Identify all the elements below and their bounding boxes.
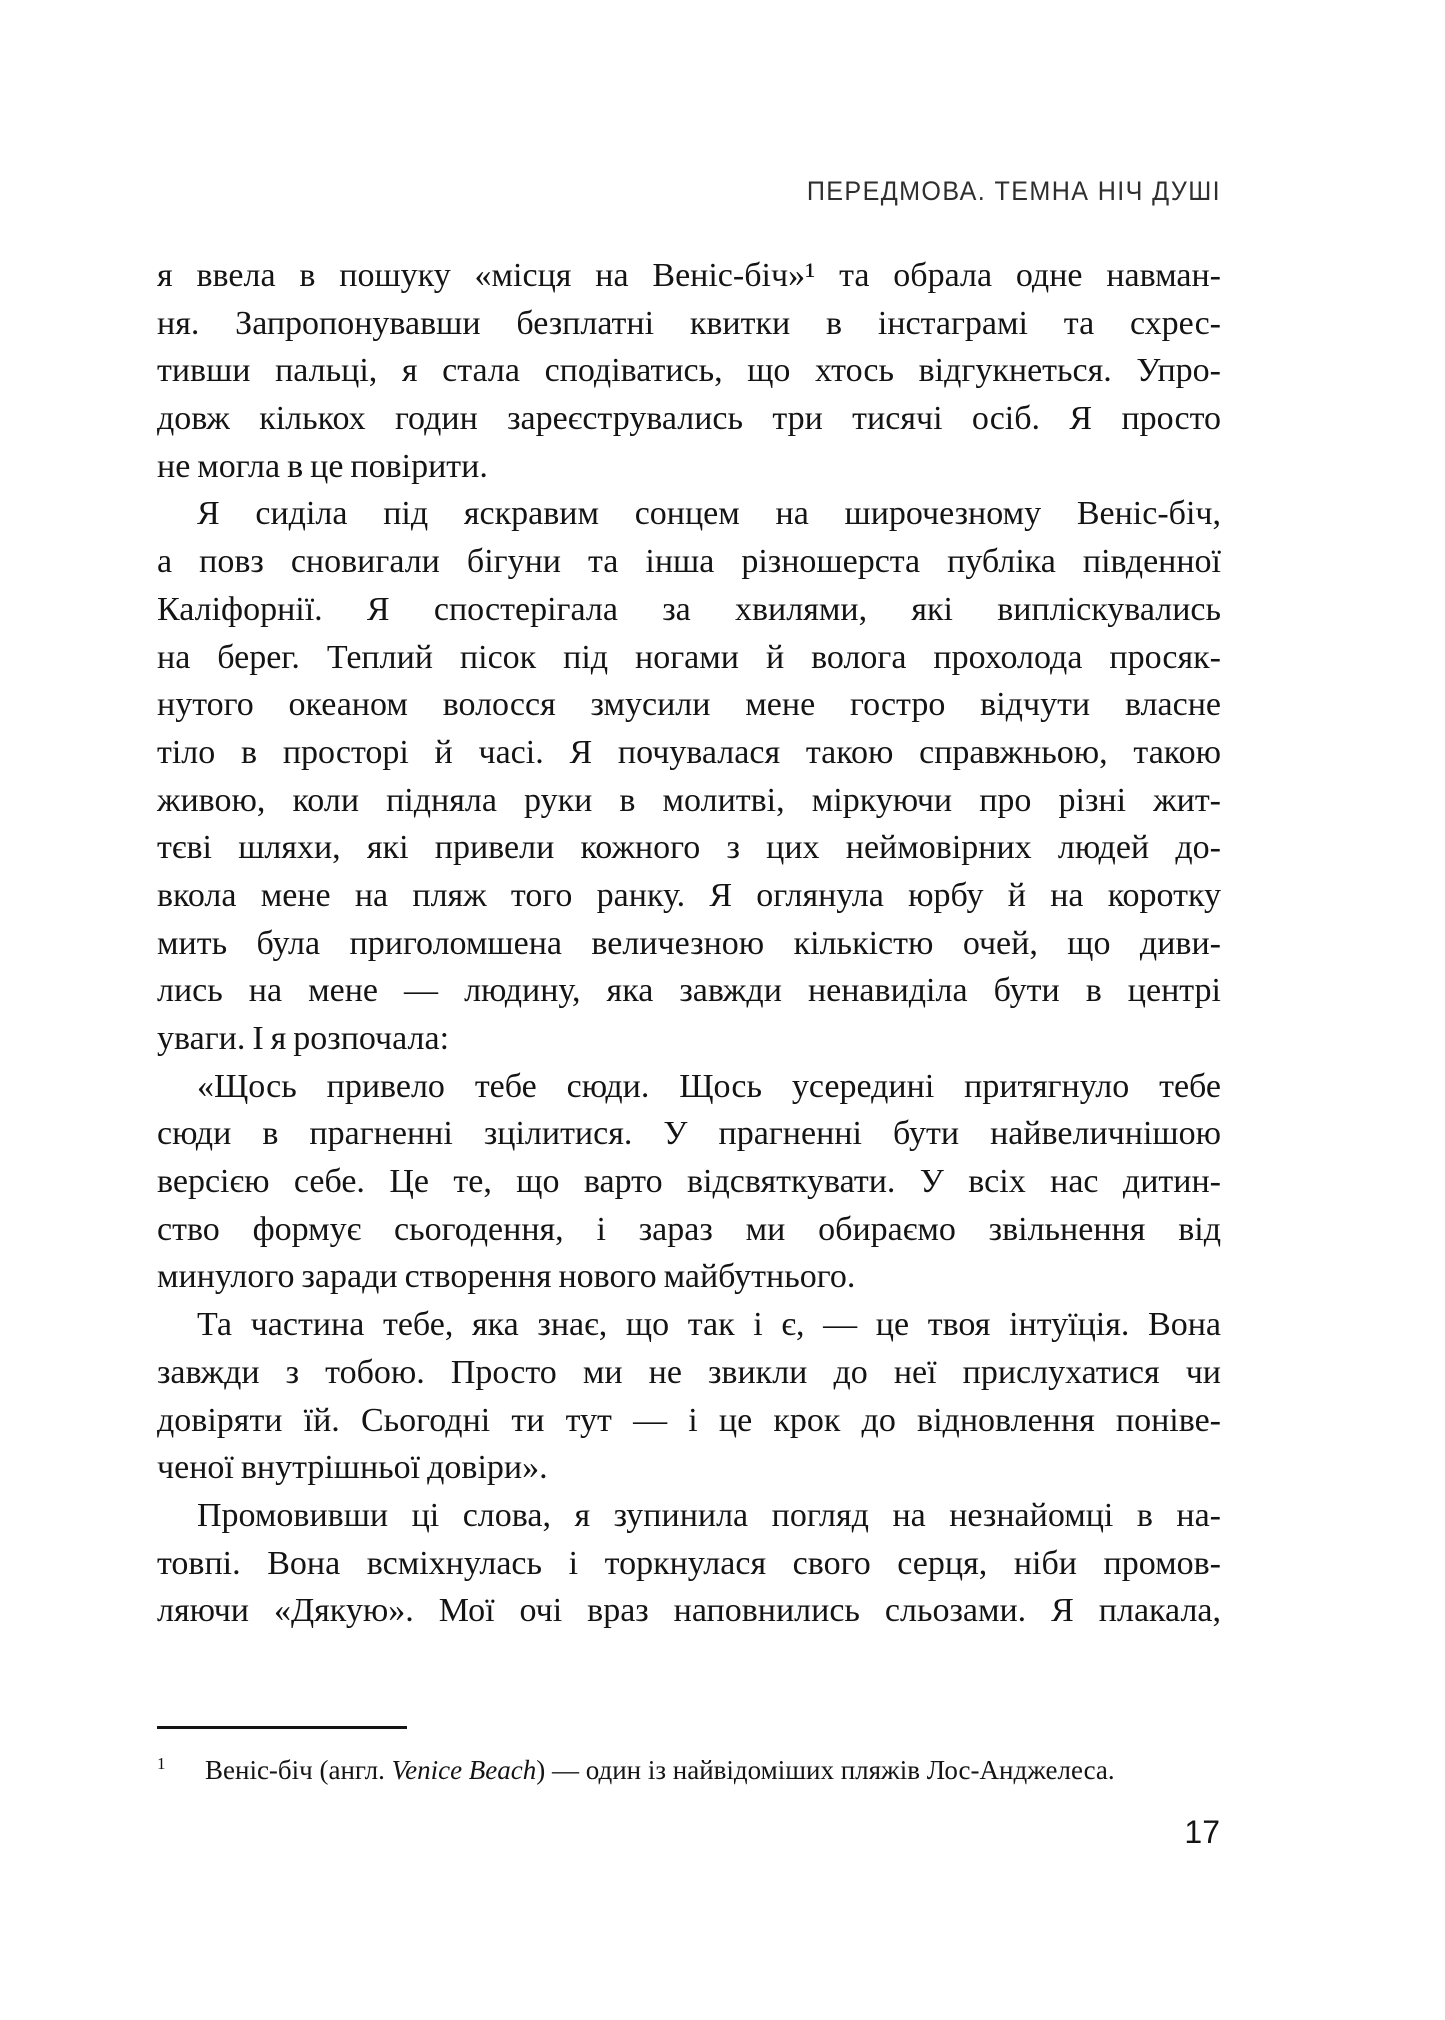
text-line: не могла в це повірити. [157, 447, 488, 485]
text-line: версією себе. Це те, що варто відсвяткувати. У всіх нас дитин- [157, 1163, 1221, 1201]
text-line: я ввела в пошуку «місця на Веніс-біч»¹ та обрала одне навман- [157, 257, 1221, 294]
text-line: Я сиділа під яскравим сонцем на широчезному Веніс-біч, [197, 495, 1221, 533]
footnote-text-end: ) — один із найвідоміших пляжів Лос-Анджелеса. [536, 1755, 1115, 1785]
text-line: довж кількох годин зареєструвались три тисячі осіб. Я просто [157, 400, 1221, 438]
text-line: а повз сновигали бігуни та інша різношерста публіка південної [157, 543, 1221, 581]
text-line: лись на мене — людину, яка завжди ненавиділа бути в центрі [157, 972, 1221, 1010]
text-line: тіло в просторі й часі. Я почувалася такою справжньою, такою [157, 733, 1221, 771]
text-line: ляючи «Дякую». Мої очі враз наповнились сльозами. Я плакала, [157, 1592, 1221, 1630]
text-line: ня. Запропонувавши безплатні квитки в інстаграмі та схрес- [157, 304, 1221, 342]
page-number: 17 [1184, 1814, 1220, 1850]
footnote-text-start: Веніс-біч (англ. [205, 1755, 392, 1785]
text-line: на берег. Теплий пісок під ногами й волога прохолода просяк- [157, 638, 1221, 676]
running-header: ПЕРЕДМОВА. ТЕМНА НІЧ ДУШІ [806, 176, 1221, 206]
body-text [157, 252, 1221, 1635]
text-line: товпі. Вона всміхнулась і торкнулася свого серця, ніби промов- [157, 1544, 1221, 1582]
text-line: Каліфорнії. Я спостерігала за хвилями, які випліскувались [157, 590, 1221, 628]
text-line: завжди з тобою. Просто ми не звикли до неї прислухатися чи [157, 1353, 1221, 1391]
text-line: уваги. І я розпочала: [157, 1020, 450, 1057]
footnote-text-italic: Venice Beach [391, 1755, 537, 1785]
footnote-marker: 1 [157, 1754, 166, 1773]
text-line: живою, коли підняла руки в молитві, міркуючи про різні жит- [157, 781, 1221, 819]
text-line: вкола мене на пляж того ранку. Я оглянула юрбу й на коротку [157, 876, 1221, 914]
text-line: «Щось привело тебе сюди. Щось усередині притягнуло тебе [197, 1067, 1221, 1105]
footnote [157, 1747, 1221, 1787]
text-line: нутого океаном волосся змусили мене гостро відчути власне [157, 686, 1221, 724]
text-line: довіряти їй. Сьогодні ти тут — і це крок до відновлення поніве- [157, 1401, 1221, 1439]
text-line: Та частина тебе, яка знає, що так і є, — це твоя інтуїція. Вона [197, 1306, 1221, 1344]
footnote-divider [157, 1726, 407, 1729]
text-line: тивши пальці, я стала сподіватись, що хтось відгукнеться. Упро- [157, 352, 1221, 390]
text-line: Промовивши ці слова, я зупинила погляд на незнайомці в на- [197, 1496, 1221, 1534]
text-line: мить була приголомшена величезною кількістю очей, що диви- [157, 924, 1221, 962]
text-line: тєві шляхи, які привели кожного з цих неймовірних людей до- [157, 829, 1221, 867]
text-line: минулого заради створення нового майбутнього. [157, 1258, 856, 1296]
text-line: ство формує сьогодення, і зараз ми обираємо звільнення від [157, 1210, 1221, 1248]
text-line: сюди в прагненні зцілитися. У прагненні бути найвеличнішою [157, 1115, 1221, 1153]
text-line: ченої внутрішньої довіри». [157, 1449, 548, 1487]
